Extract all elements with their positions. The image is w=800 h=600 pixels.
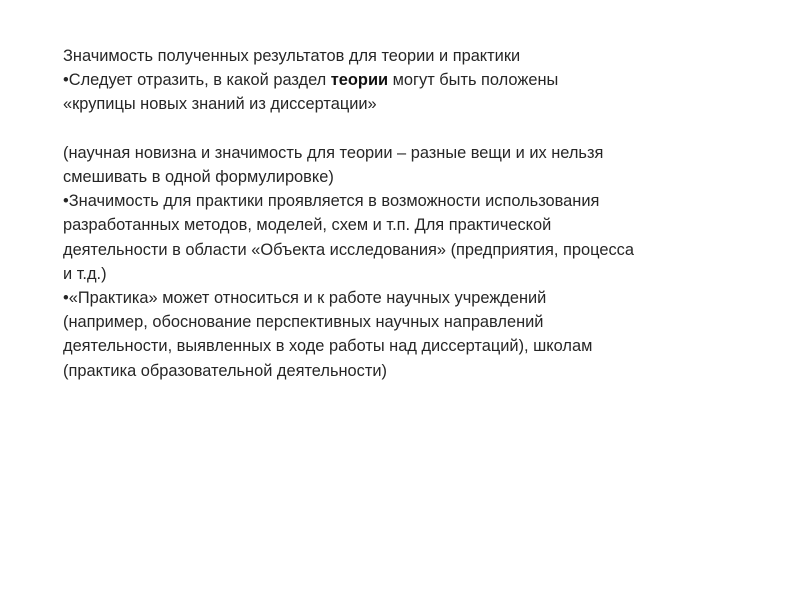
bullet-institutions-line-3: деятельности, выявленных в ходе работы над диссертаций), школам [63, 337, 593, 356]
slide-text [63, 44, 763, 383]
slide-title: Значимость полученных результатов для теории и практики [63, 47, 521, 65]
bullet-practice-line-4: и т.д.) [63, 264, 107, 283]
bullet-theory-line-1 [63, 68, 763, 92]
bullet-institutions-line-4: (практика образовательной деятельности) [63, 361, 387, 380]
bullet-institutions-line-2: (например, обоснование перспективных научных направлений [63, 313, 544, 332]
paragraph-spacer [63, 117, 763, 141]
bullet-institutions-line-1: •«Практика» может относиться и к работе научных учреждений [63, 289, 547, 308]
bullet-practice-line-1: •Значимость для практики проявляется в возможности использования [63, 192, 600, 211]
bullet-theory-text-before: •Следует отразить, в какой раздел [63, 71, 331, 90]
note-line-2: смешивать в одной формулировке) [63, 168, 334, 186]
note-line-1: (научная новизна и значимость для теории – разные вещи и их нельзя [63, 143, 604, 162]
bullet-theory-text-after: могут быть положены [388, 71, 559, 90]
bullet-theory-line-2: «крупицы новых знаний из диссертации» [63, 95, 377, 114]
bullet-practice-line-2: разработанных методов, моделей, схем и т.п. Для практической [63, 216, 552, 235]
bullet-theory-bold-word: теории [330, 71, 389, 90]
bullet-practice-line-3: деятельности в области «Объекта исследования» (предприятия, процесса [63, 240, 634, 259]
